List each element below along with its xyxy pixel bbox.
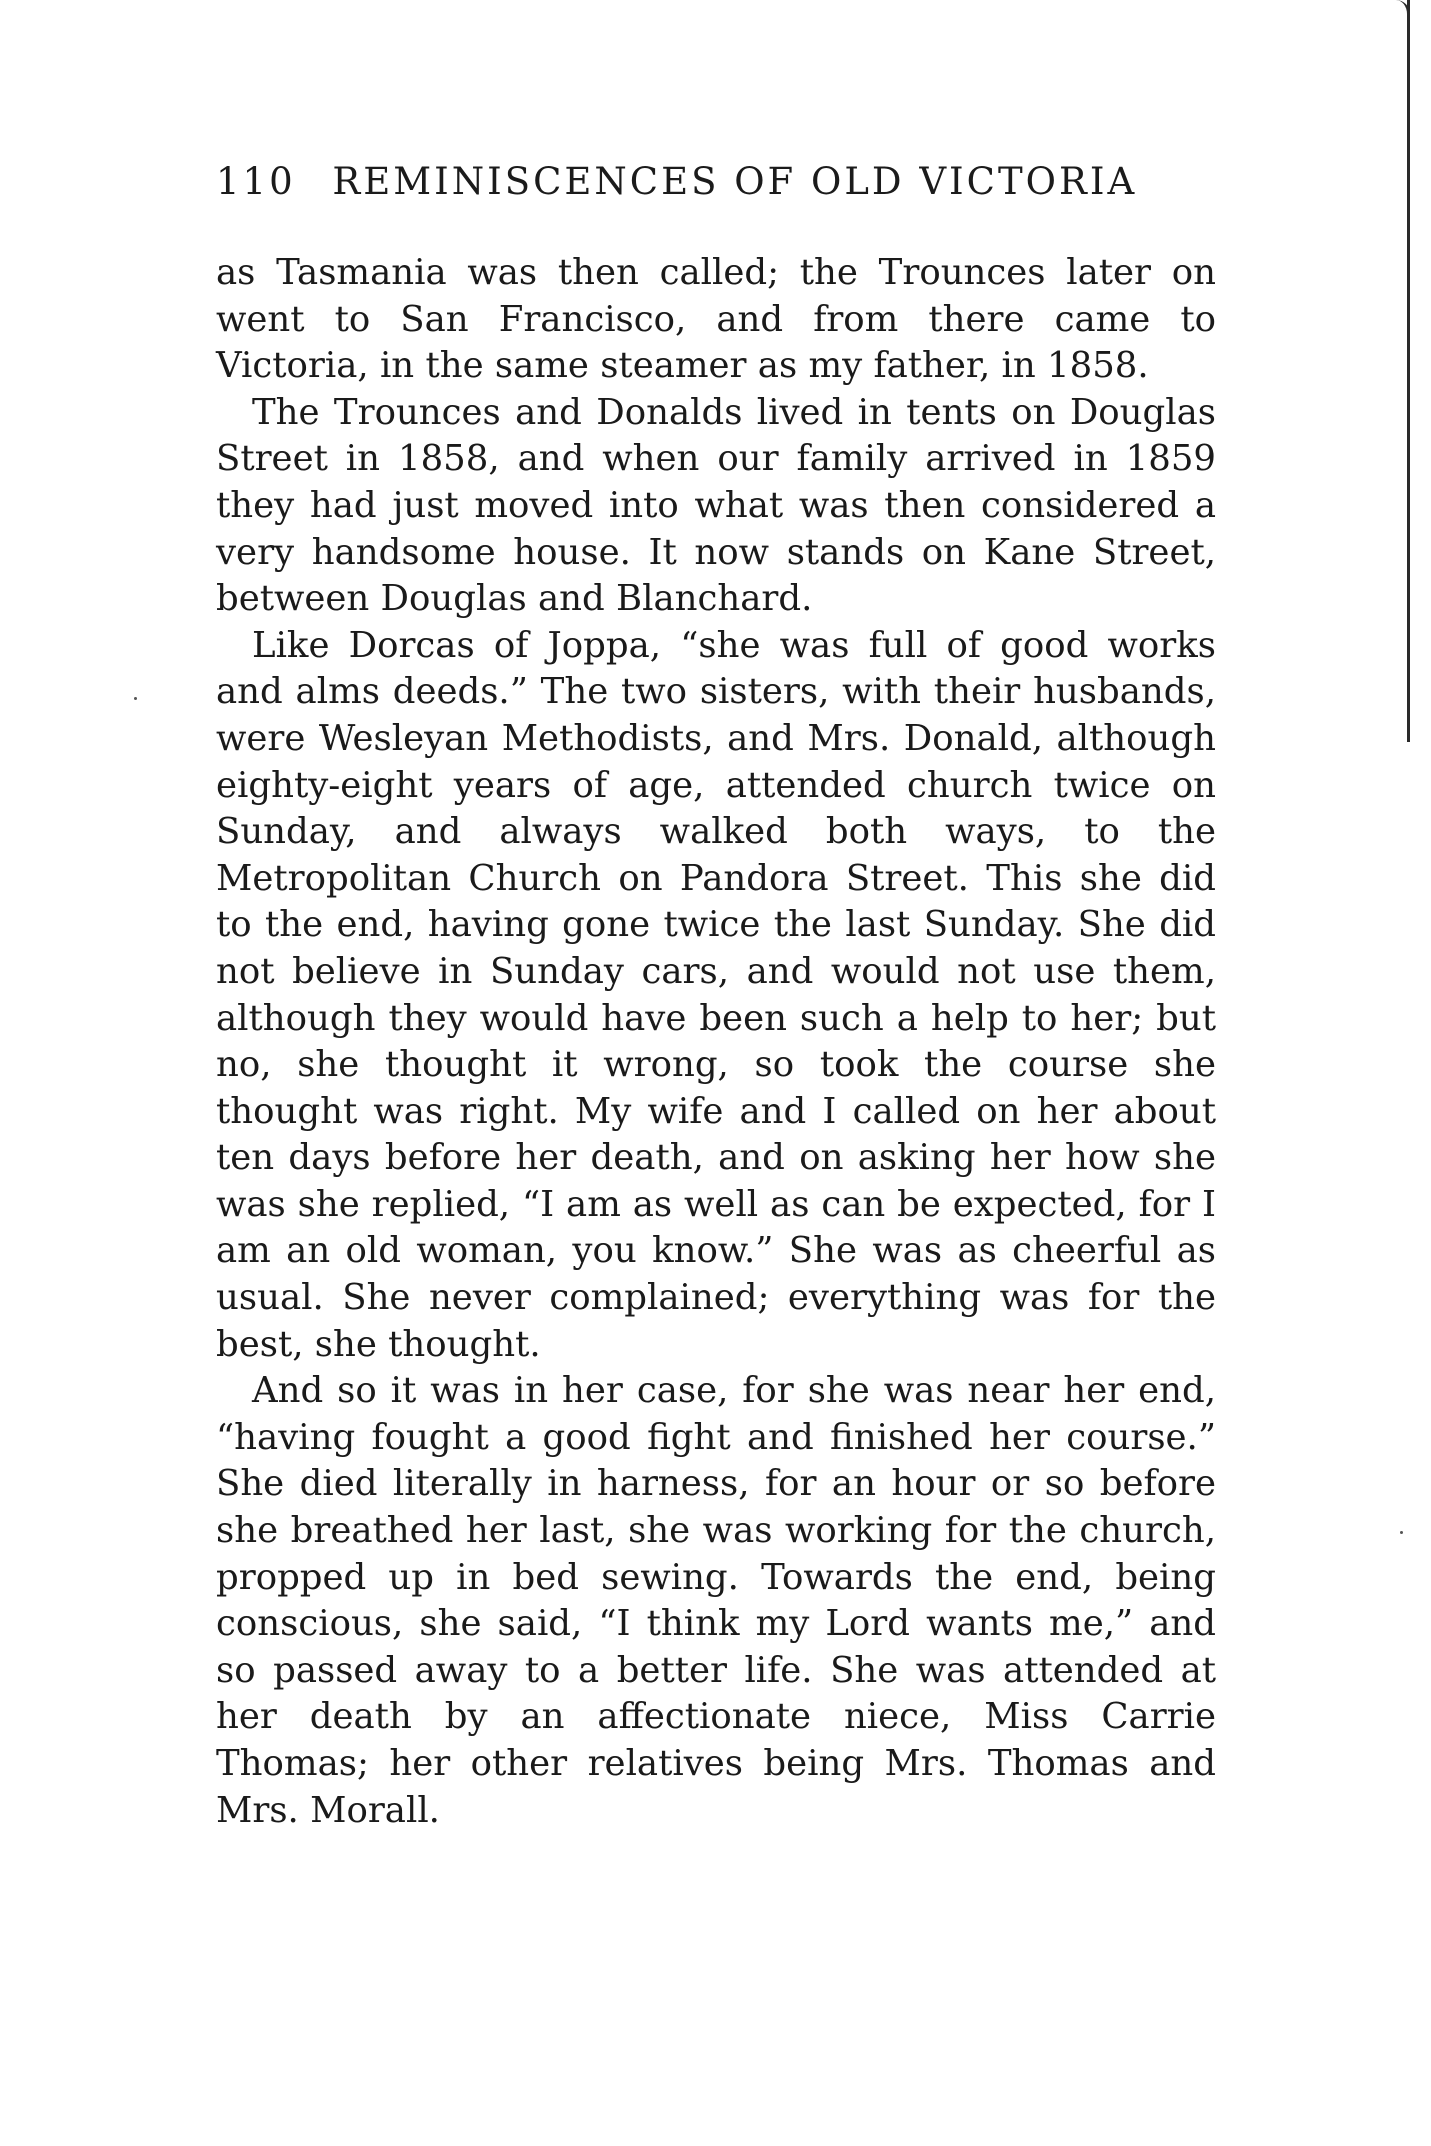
paragraph: The Trounces and Donalds lived in tents on Douglas Street in 1858, and when our family arrived in 1859 they had just moved into what was then considered a very handsome house. It now stands on Kane Street, between Douglas and Blanchard. — [216, 391, 1216, 620]
body-text — [216, 250, 1216, 1834]
page-edge-shadow — [1407, 0, 1410, 742]
paragraph: And so it was in her case, for she was near her end, “having fought a good fight and finished her course.” She died literally in harness, for an hour or so before she breathed her last, she was working for the church, propped up in bed sewing. Towards the end, being conscious, she said, “I think my Lord wants me,” and so passed away to a better life. She was attended at her death by an affectionate niece, Miss Carrie Thomas; her other relatives being Mrs. Thomas and Mrs. Morall. — [216, 1370, 1216, 1831]
scan-speck — [134, 697, 137, 700]
running-head — [216, 157, 1216, 207]
paragraph: as Tasmania was then called; the Trounces later on went to San Francisco, and from there came to Victoria, in the same steamer as my father, in 1858. — [216, 252, 1216, 387]
paragraph: Like Dorcas of Joppa, “she was full of good works and alms deeds.” The two sisters, with their husbands, were Wesleyan Methodists, and Mrs. Donald, although eighty-eight years of age, attended church twice on Sunday, and always walked both ways, to the Metropolitan Church on Pandora Street. This she did to the end, having gone twice the last Sunday. She did not believe in Sunday cars, and would not use them, although they would have been such a help to her; but no, she thought it wrong, so took the course she thought was right. My wife and I called on her about ten days before her death, and on asking her how she was she replied, “I am as well as can be expected, for I am an old woman, you know.” She was as cheerful as usual. She never complained; everything was for the best, she thought. — [216, 624, 1216, 1365]
page-number: 110 — [216, 160, 296, 203]
running-title: REMINISCENCES OF OLD VICTORIA — [332, 160, 1138, 203]
scan-speck — [1400, 1531, 1403, 1534]
